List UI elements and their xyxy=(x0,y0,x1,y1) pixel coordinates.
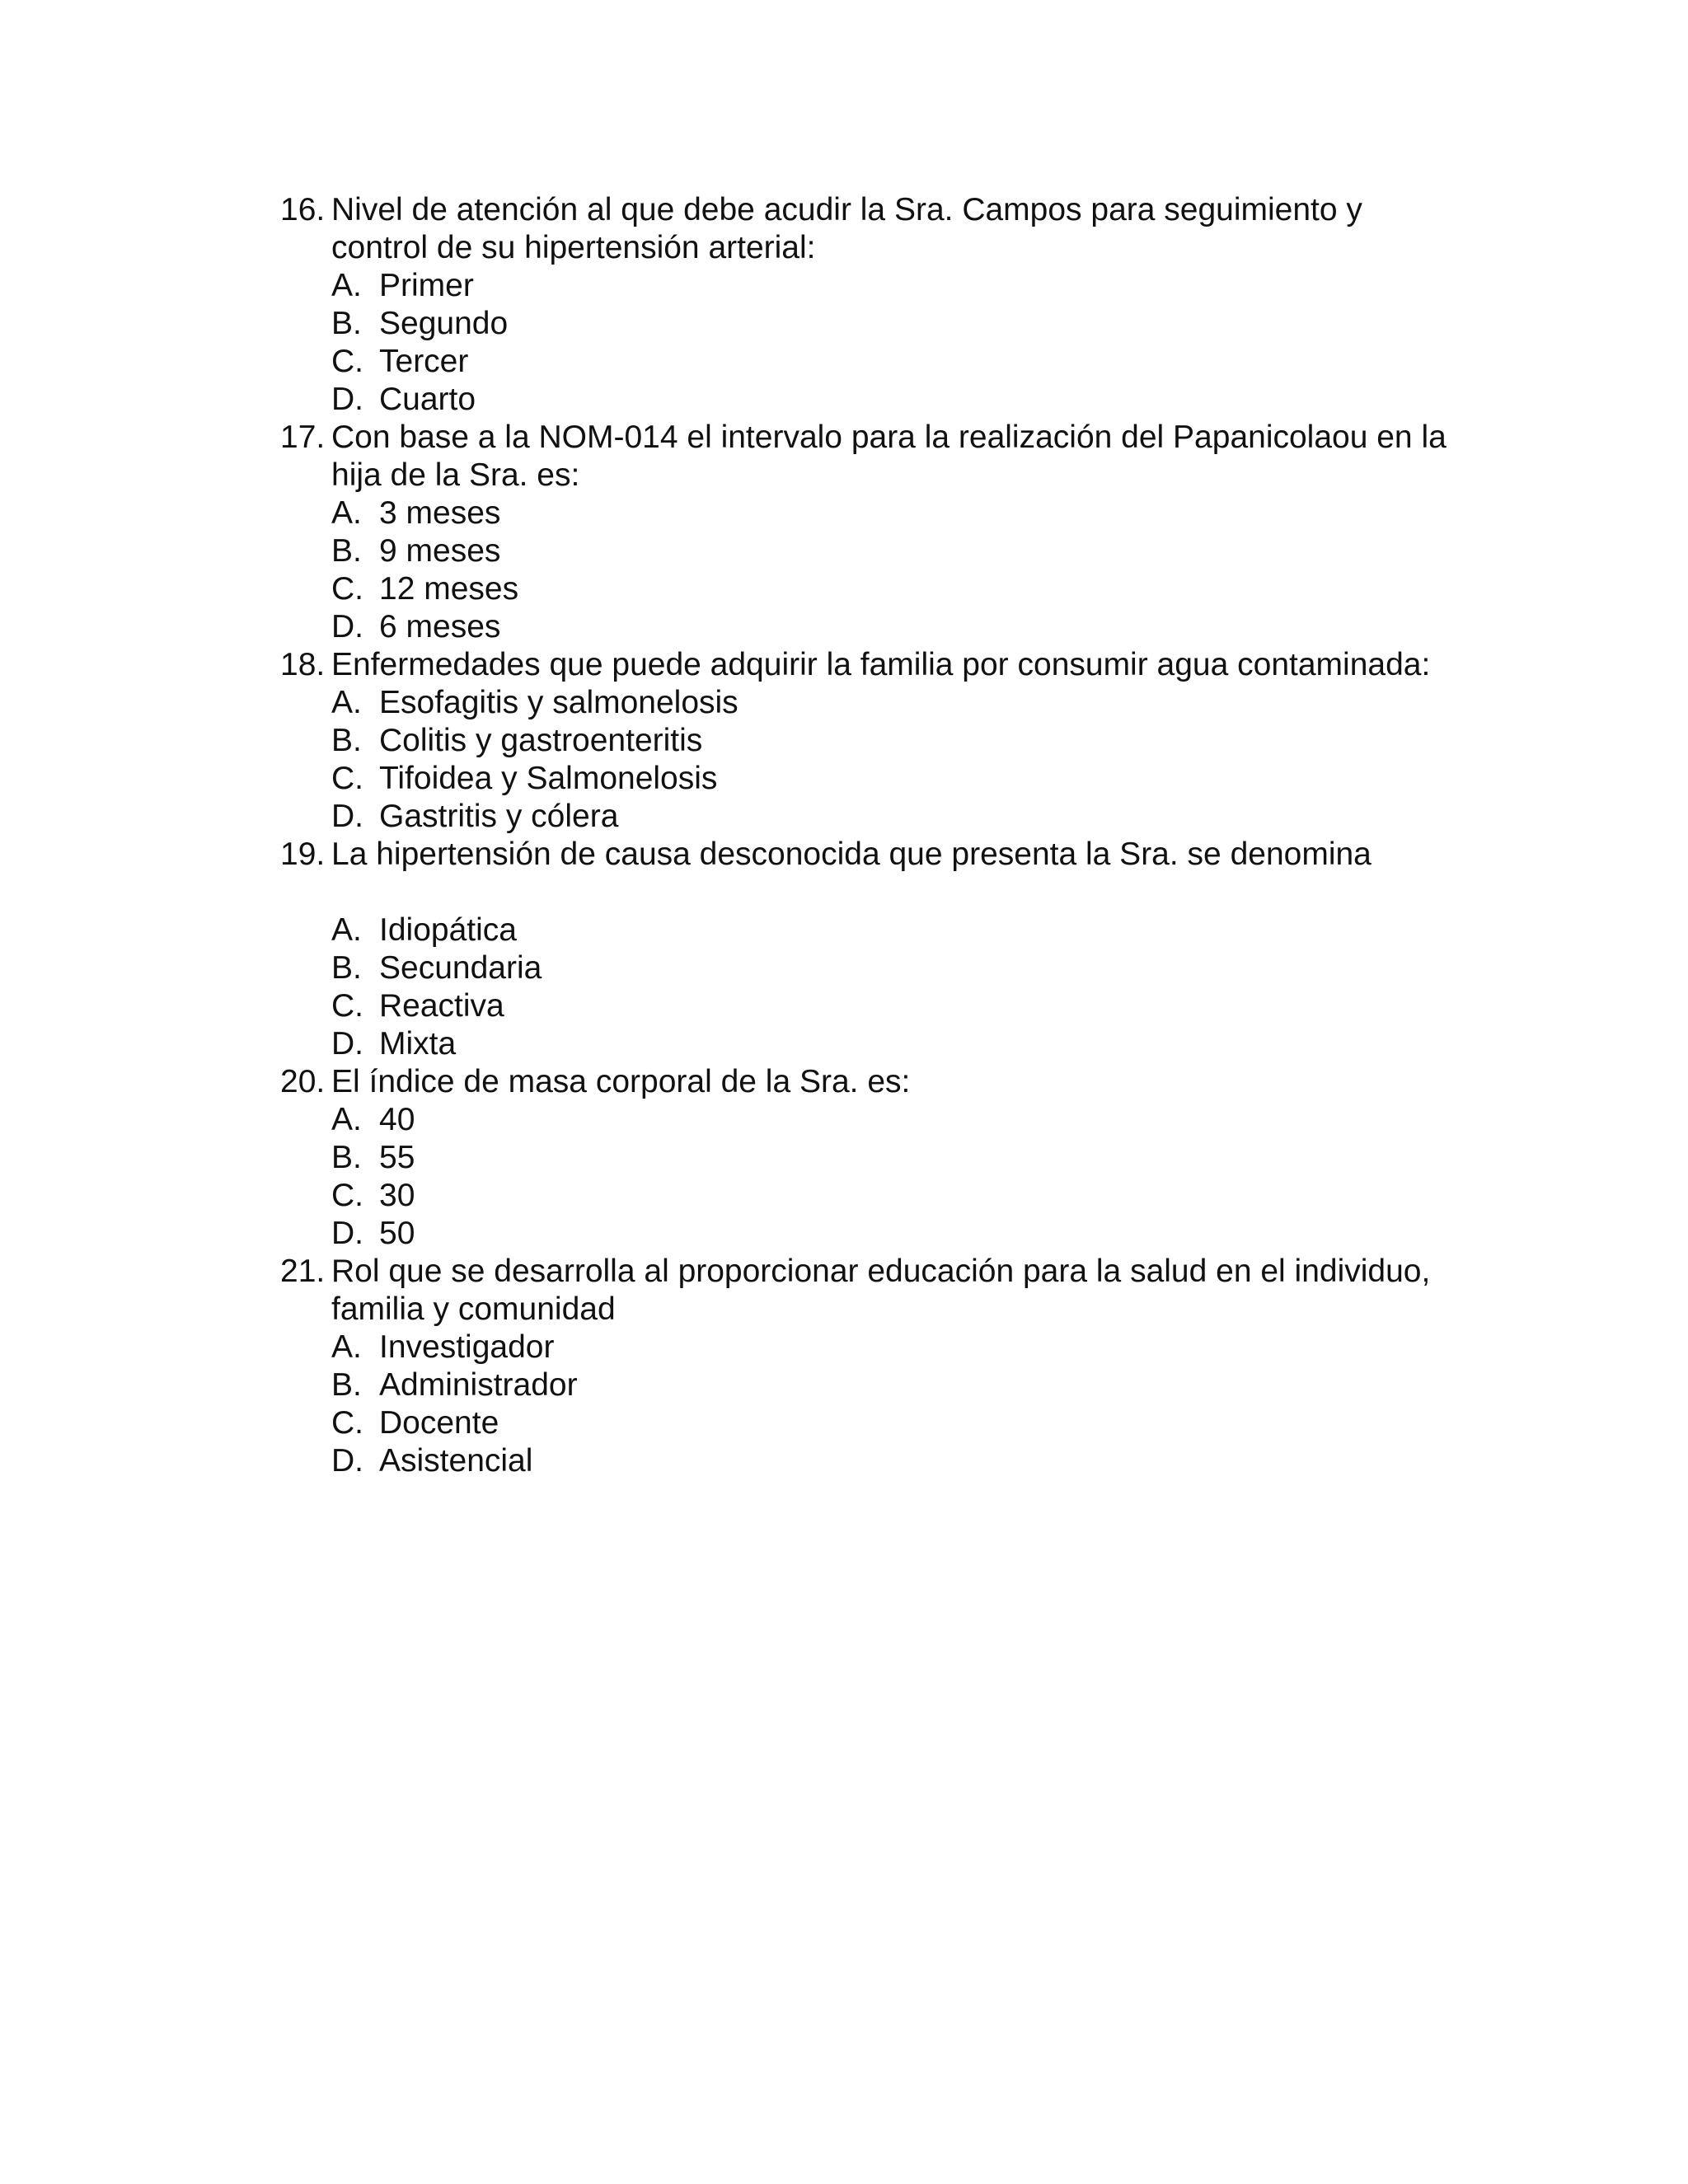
option-label: B. xyxy=(331,533,362,569)
question-number: 16. xyxy=(280,192,326,227)
question-text: El índice de masa corporal de la Sra. es: xyxy=(331,1064,911,1099)
option-text: Primer xyxy=(379,268,474,303)
question-18 xyxy=(280,646,1451,836)
option-c xyxy=(331,987,1451,1025)
option-text: Secundaria xyxy=(379,950,542,986)
question-number: 21. xyxy=(280,1254,326,1289)
option-text: Colitis y gastroenteritis xyxy=(379,723,703,758)
option-c xyxy=(331,1404,1451,1442)
option-text: Cuarto xyxy=(379,382,476,417)
option-label: A. xyxy=(331,495,362,531)
option-a xyxy=(331,684,1451,722)
option-text: Docente xyxy=(379,1405,499,1441)
question-text: La hipertensión de causa desconocida que presenta la Sra. se denomina xyxy=(331,837,1372,872)
option-text: 50 xyxy=(379,1216,415,1251)
question-number: 19. xyxy=(280,837,326,872)
option-d xyxy=(331,381,1451,419)
option-text: Reactiva xyxy=(379,988,504,1024)
option-a xyxy=(331,1329,1451,1366)
option-label: B. xyxy=(331,1367,362,1403)
option-label: B. xyxy=(331,723,362,758)
option-text: 6 meses xyxy=(379,609,501,644)
option-d xyxy=(331,1215,1451,1253)
option-text: Administrador xyxy=(379,1367,578,1403)
question-19 xyxy=(280,836,1451,1063)
option-c xyxy=(331,343,1451,381)
option-text: 30 xyxy=(379,1178,415,1213)
option-label: A. xyxy=(331,1329,362,1365)
option-label: C. xyxy=(331,761,363,796)
option-b xyxy=(331,722,1451,760)
option-label: A. xyxy=(331,1102,362,1137)
option-label: C. xyxy=(331,988,363,1024)
question-20 xyxy=(280,1063,1451,1253)
option-label: C. xyxy=(331,571,363,607)
option-a xyxy=(331,1101,1451,1139)
option-text: Segundo xyxy=(379,306,509,341)
option-c xyxy=(331,1177,1451,1215)
option-label: A. xyxy=(331,268,362,303)
question-text: Con base a la NOM-014 el intervalo para la realización del Papanicolaou en la hija de la Sra. es: xyxy=(331,419,1447,493)
option-d xyxy=(331,608,1451,646)
option-d xyxy=(331,798,1451,836)
option-text: Asistencial xyxy=(379,1443,533,1479)
question-text: Rol que se desarrolla al proporcionar educación para la salud en el individuo, familia y comunidad xyxy=(331,1254,1431,1327)
option-label: A. xyxy=(331,685,362,720)
option-a xyxy=(331,267,1451,305)
option-text: Gastritis y cólera xyxy=(379,799,619,834)
option-b xyxy=(331,305,1451,343)
option-c xyxy=(331,570,1451,608)
question-number: 18. xyxy=(280,647,326,682)
option-label: B. xyxy=(331,950,362,986)
option-label: C. xyxy=(331,344,363,379)
option-label: D. xyxy=(331,382,363,417)
option-label: B. xyxy=(331,1140,362,1175)
question-16 xyxy=(280,191,1451,419)
option-label: B. xyxy=(331,306,362,341)
option-b xyxy=(331,532,1451,570)
option-b xyxy=(331,949,1451,987)
question-text: Nivel de atención al que debe acudir la Sra. Campos para seguimiento y control de su hipertensión arterial: xyxy=(331,192,1362,265)
option-text: Mixta xyxy=(379,1026,457,1062)
option-text: Tercer xyxy=(379,344,469,379)
option-d xyxy=(331,1025,1451,1063)
option-text: 3 meses xyxy=(379,495,501,531)
question-number: 20. xyxy=(280,1064,326,1099)
option-text: 55 xyxy=(379,1140,415,1175)
option-text: Idiopática xyxy=(379,912,517,948)
question-text: Enfermedades que puede adquirir la familia por consumir agua contaminada: xyxy=(331,647,1431,682)
question-17 xyxy=(280,419,1451,646)
option-text: 9 meses xyxy=(379,533,501,569)
question-number: 17. xyxy=(280,419,326,455)
question-list xyxy=(280,191,1451,1480)
option-b xyxy=(331,1139,1451,1177)
option-d xyxy=(331,1442,1451,1480)
option-label: D. xyxy=(331,1216,363,1251)
option-text: Tifoidea y Salmonelosis xyxy=(379,761,718,796)
option-label: D. xyxy=(331,799,363,834)
option-label: D. xyxy=(331,609,363,644)
option-label: D. xyxy=(331,1026,363,1062)
option-b xyxy=(331,1366,1451,1404)
option-label: C. xyxy=(331,1405,363,1441)
option-text: 40 xyxy=(379,1102,415,1137)
option-label: C. xyxy=(331,1178,363,1213)
option-a xyxy=(331,494,1451,532)
option-label: A. xyxy=(331,912,362,948)
option-text: Esofagitis y salmonelosis xyxy=(379,685,738,720)
option-a xyxy=(331,912,1451,949)
option-label: D. xyxy=(331,1443,363,1479)
question-21 xyxy=(280,1253,1451,1480)
option-text: Investigador xyxy=(379,1329,555,1365)
option-c xyxy=(331,760,1451,798)
option-text: 12 meses xyxy=(379,571,519,607)
